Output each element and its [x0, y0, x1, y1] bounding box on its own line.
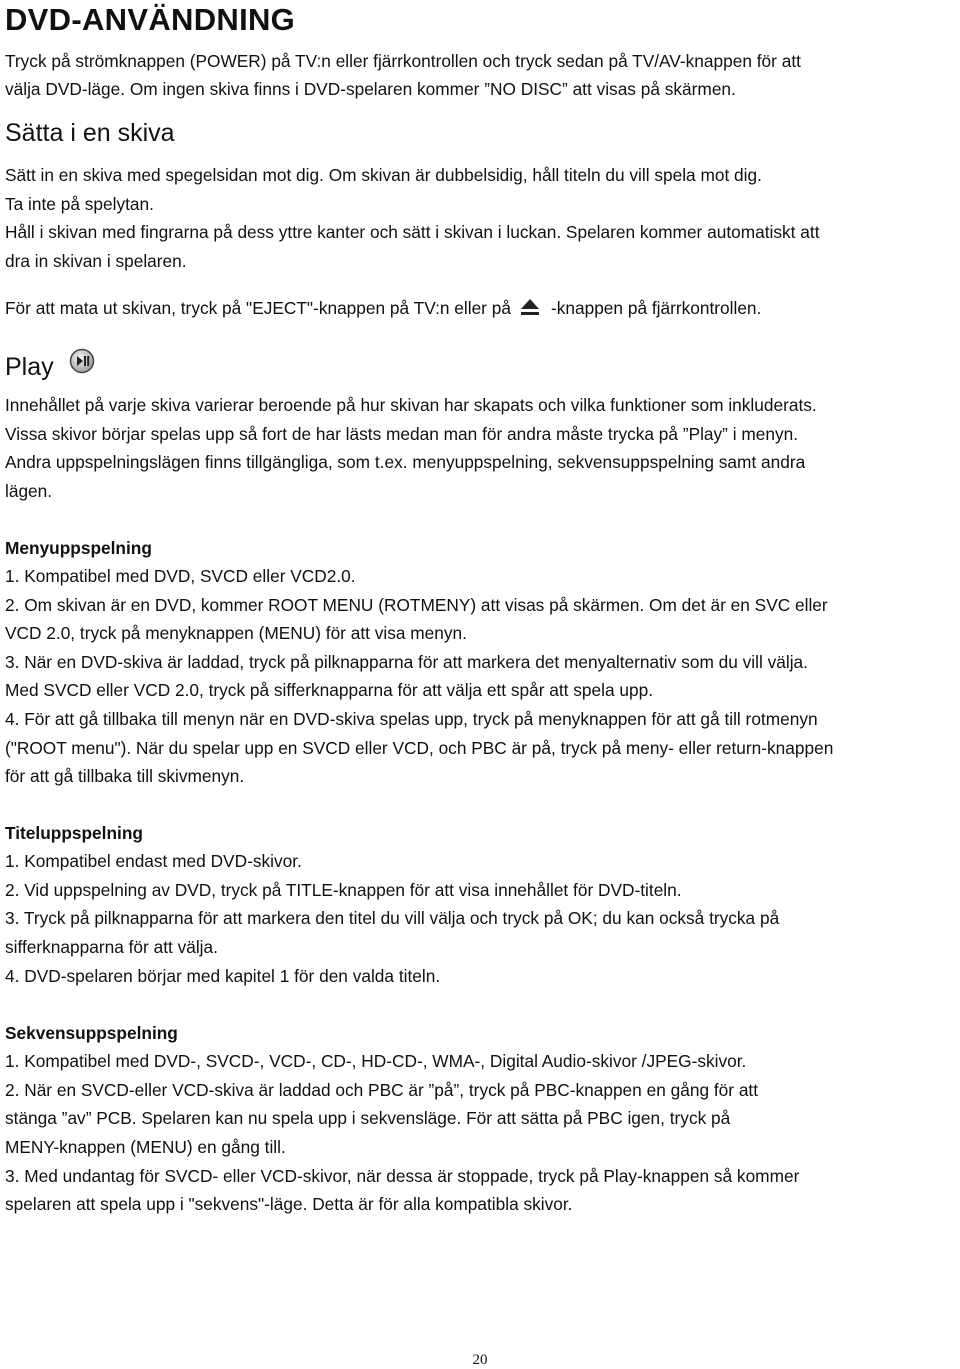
menu-line: 3. När en DVD-skiva är laddad, tryck på pilknapparna för att markera det menyalternativ som du vill välja.: [5, 652, 808, 672]
page-title: DVD-ANVÄNDNING: [5, 2, 296, 37]
menu-line: 4. För att gå tillbaka till menyn när en DVD-skiva spelas upp, tryck på menyknappen för att gå till rotmenyn: [5, 709, 818, 729]
sequence-line: spelaren att spela upp i "sekvens"-läge. Detta är för alla kompatibla skivor.: [5, 1194, 573, 1214]
sequence-line: 2. När en SVCD-eller VCD-skiva är laddad och PBC är ”på”, tryck på PBC-knappen en gång för att: [5, 1080, 759, 1100]
title-line: sifferknapparna för att välja.: [5, 937, 218, 957]
play-heading: Play: [5, 353, 54, 381]
insert-line-4: dra in skivan i spelaren.: [5, 251, 187, 271]
insert-line-3: Håll i skivan med fingrarna på dess yttre kanter och sätt i skivan i luckan. Spelaren kommer automatiskt att: [5, 222, 820, 242]
sequence-line: stänga ”av” PCB. Spelaren kan nu spela upp i sekvensläge. För att sätta på PBC igen, tryck på: [5, 1108, 731, 1128]
sequence-line: MENY-knappen (MENU) en gång till.: [5, 1137, 286, 1157]
eject-icon: [519, 296, 541, 318]
title-line: 4. DVD-spelaren börjar med kapitel 1 för den valda titeln.: [5, 966, 441, 986]
intro-line-1: Tryck på strömknappen (POWER) på TV:n eller fjärrkontrollen och tryck sedan på TV/AV-knappen för att: [5, 51, 801, 71]
menu-line: för att gå tillbaka till skivmenyn.: [5, 766, 245, 786]
title-line: 3. Tryck på pilknapparna för att markera den titel du vill välja och tryck på OK; du kan också trycka på: [5, 908, 780, 928]
insert-line-2: Ta inte på spelytan.: [5, 194, 154, 214]
sequence-playback-heading: Sekvensuppspelning: [5, 1023, 178, 1043]
menu-line: VCD 2.0, tryck på menyknappen (MENU) för att visa menyn.: [5, 623, 467, 643]
menu-playback-heading: Menyuppspelning: [5, 538, 152, 558]
menu-line: ("ROOT menu"). När du spelar upp en SVCD eller VCD, och PBC är på, tryck på meny- eller return-knappen: [5, 738, 834, 758]
sequence-line: 3. Med undantag för SVCD- eller VCD-skivor, när dessa är stoppade, tryck på Play-knappen så kommer: [5, 1166, 800, 1186]
menu-line: 1. Kompatibel med DVD, SVCD eller VCD2.0.: [5, 566, 356, 586]
title-playback-heading: Titeluppspelning: [5, 823, 143, 843]
menu-line: 2. Om skivan är en DVD, kommer ROOT MENU (ROTMENY) att visas på skärmen. Om det är en SVC eller: [5, 595, 828, 615]
insert-disc-heading: Sätta i en skiva: [5, 119, 175, 147]
eject-instruction: [5, 296, 761, 319]
play-line-1: Innehållet på varje skiva varierar beroende på hur skivan har skapats och vilka funktioner som inkluderats.: [5, 395, 817, 415]
insert-line-1: Sätt in en skiva med spegelsidan mot dig. Om skivan är dubbelsidig, håll titeln du vill spela mot dig.: [5, 165, 762, 185]
play-pause-icon: [69, 348, 95, 374]
eject-text-after: -knappen på fjärrkontrollen.: [550, 298, 762, 318]
eject-text-before: För att mata ut skivan, tryck på "EJECT"-knappen på TV:n eller på: [5, 298, 511, 318]
title-line: 1. Kompatibel endast med DVD-skivor.: [5, 851, 302, 871]
title-line: 2. Vid uppspelning av DVD, tryck på TITLE-knappen för att visa innehållet för DVD-titeln.: [5, 880, 682, 900]
intro-line-2: välja DVD-läge. Om ingen skiva finns i DVD-spelaren kommer ”NO DISC” att visas på skärmen.: [5, 79, 736, 99]
page-number: 20: [472, 1352, 488, 1368]
sequence-line: 1. Kompatibel med DVD-, SVCD-, VCD-, CD-, HD-CD-, WMA-, Digital Audio-skivor /JPEG-skivor.: [5, 1051, 747, 1071]
menu-line: Med SVCD eller VCD 2.0, tryck på sifferknapparna för att välja ett spår att spela upp.: [5, 680, 654, 700]
play-line-4: lägen.: [5, 481, 53, 501]
play-line-3: Andra uppspelningslägen finns tillgängliga, som t.ex. menyuppspelning, sekvensuppspelning samt andra: [5, 452, 806, 472]
play-line-2: Vissa skivor börjar spelas upp så fort de har lästs medan man för andra måste trycka på ”Play” i menyn.: [5, 424, 799, 444]
